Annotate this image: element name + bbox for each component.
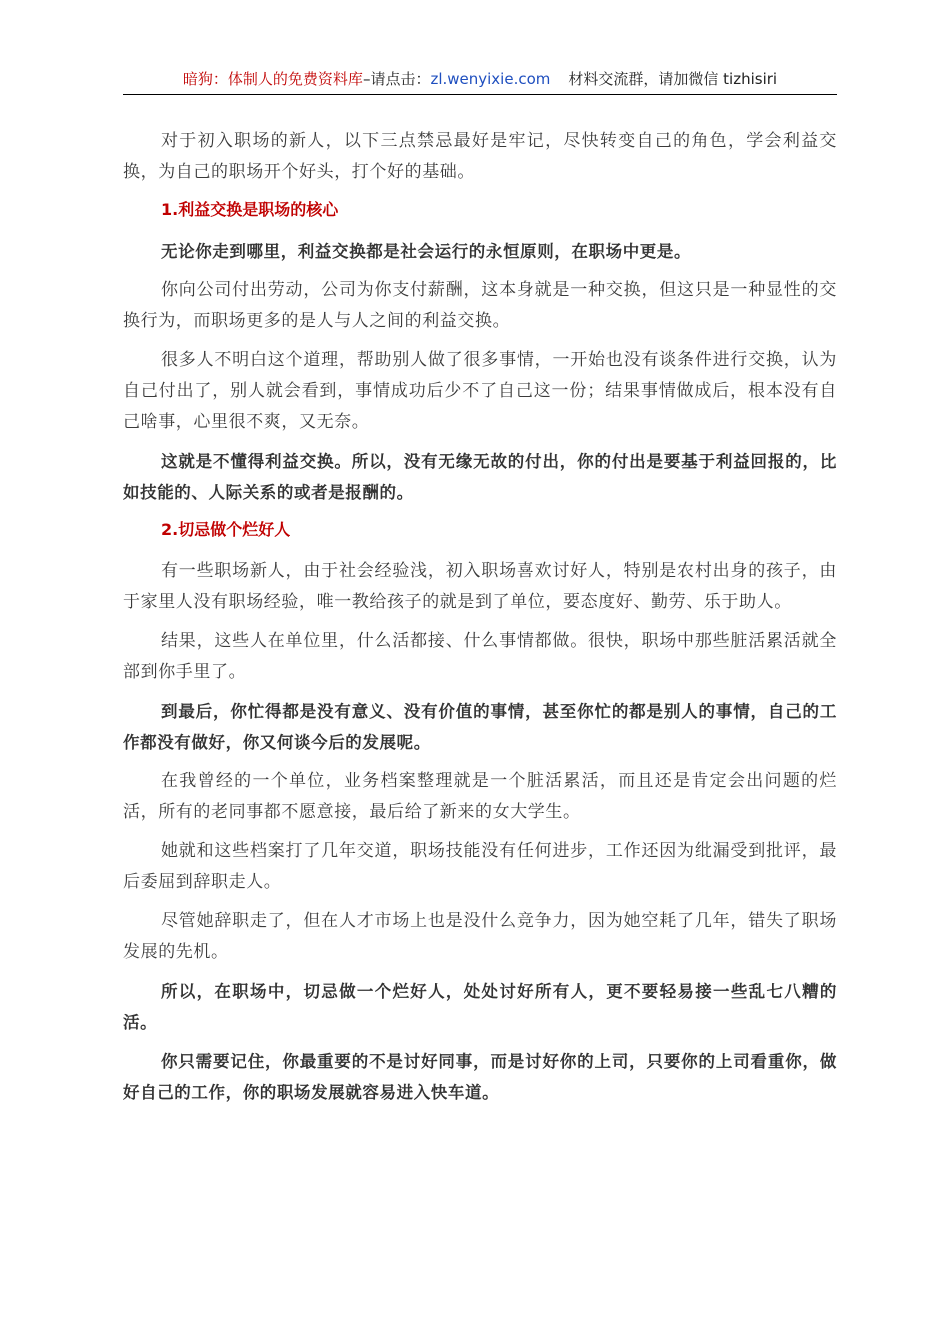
section-2-paragraph-2: 结果，这些人在单位里，什么活都接、什么事情都做。很快，职场中那些脏活累活就全部到你手里了。 bbox=[123, 631, 837, 682]
section-2-paragraph-3: 到最后，你忙得都是没有意义、没有价值的事情，甚至你忙的都是别人的事情，自己的工作都没有做好，你又何谈今后的发展呢。 bbox=[123, 702, 837, 752]
wechat-group-note: 材料交流群，请加微信 tizhisiri bbox=[568, 70, 778, 88]
section-1-paragraph-3: 很多人不明白这个道理，帮助别人做了很多事情，一开始也没有谈条件进行交换，认为自己付出了，别人就会看到，事情成功后少不了自己这一份；结果事情做成后，根本没有自己啥事，心里很不爽，又无奈。 bbox=[123, 350, 837, 432]
site-name: 暗狗：体制人的免费资料库 bbox=[182, 70, 363, 88]
section-2-paragraph-7: 所以，在职场中，切忌做一个烂好人，处处讨好所有人，更不要轻易接一些乱七八糟的活。 bbox=[123, 982, 837, 1032]
section-2-heading: 2.切忌做个烂好人 bbox=[161, 520, 291, 539]
section-1-paragraph-4: 这就是不懂得利益交换。所以，没有无缘无故的付出，你的付出是要基于利益回报的，比如技能的、人际关系的或者是报酬的。 bbox=[123, 452, 837, 502]
section-1-heading: 1.利益交换是职场的核心 bbox=[161, 200, 339, 219]
click-prompt: –请点击： bbox=[362, 70, 431, 88]
section-1-paragraph-1: 无论你走到哪里，利益交换都是社会运行的永恒原则，在职场中更是。 bbox=[161, 242, 692, 261]
site-url-link[interactable]: zl.wenyixie.com bbox=[430, 70, 551, 88]
intro-paragraph: 对于初入职场的新人，以下三点禁忌最好是牢记，尽快转变自己的角色，学会利益交换，为自己的职场开个好头，打个好的基础。 bbox=[123, 131, 837, 182]
section-2-paragraph-1: 有一些职场新人，由于社会经验浅，初入职场喜欢讨好人，特别是农村出身的孩子，由于家里人没有职场经验，唯一教给孩子的就是到了单位，要态度好、勤劳、乐于助人。 bbox=[123, 561, 837, 612]
section-2-paragraph-4: 在我曾经的一个单位，业务档案整理就是一个脏活累活，而且还是肯定会出问题的烂活，所有的老同事都不愿意接，最后给了新来的女大学生。 bbox=[123, 771, 837, 822]
section-2-paragraph-6: 尽管她辞职走了，但在人才市场上也是没什么竞争力，因为她空耗了几年，错失了职场发展的先机。 bbox=[123, 911, 837, 962]
section-2-paragraph-8: 你只需要记住，你最重要的不是讨好同事，而是讨好你的上司，只要你的上司看重你，做好自己的工作，你的职场发展就容易进入快车道。 bbox=[123, 1052, 837, 1102]
section-1-paragraph-2: 你向公司付出劳动，公司为你支付薪酬，这本身就是一种交换，但这只是一种显性的交换行为，而职场更多的是人与人之间的利益交换。 bbox=[123, 280, 837, 331]
article-body bbox=[123, 126, 837, 1116]
page-header bbox=[123, 68, 837, 95]
section-2-paragraph-5: 她就和这些档案打了几年交道，职场技能没有任何进步，工作还因为纰漏受到批评，最后委屈到辞职走人。 bbox=[123, 841, 837, 892]
